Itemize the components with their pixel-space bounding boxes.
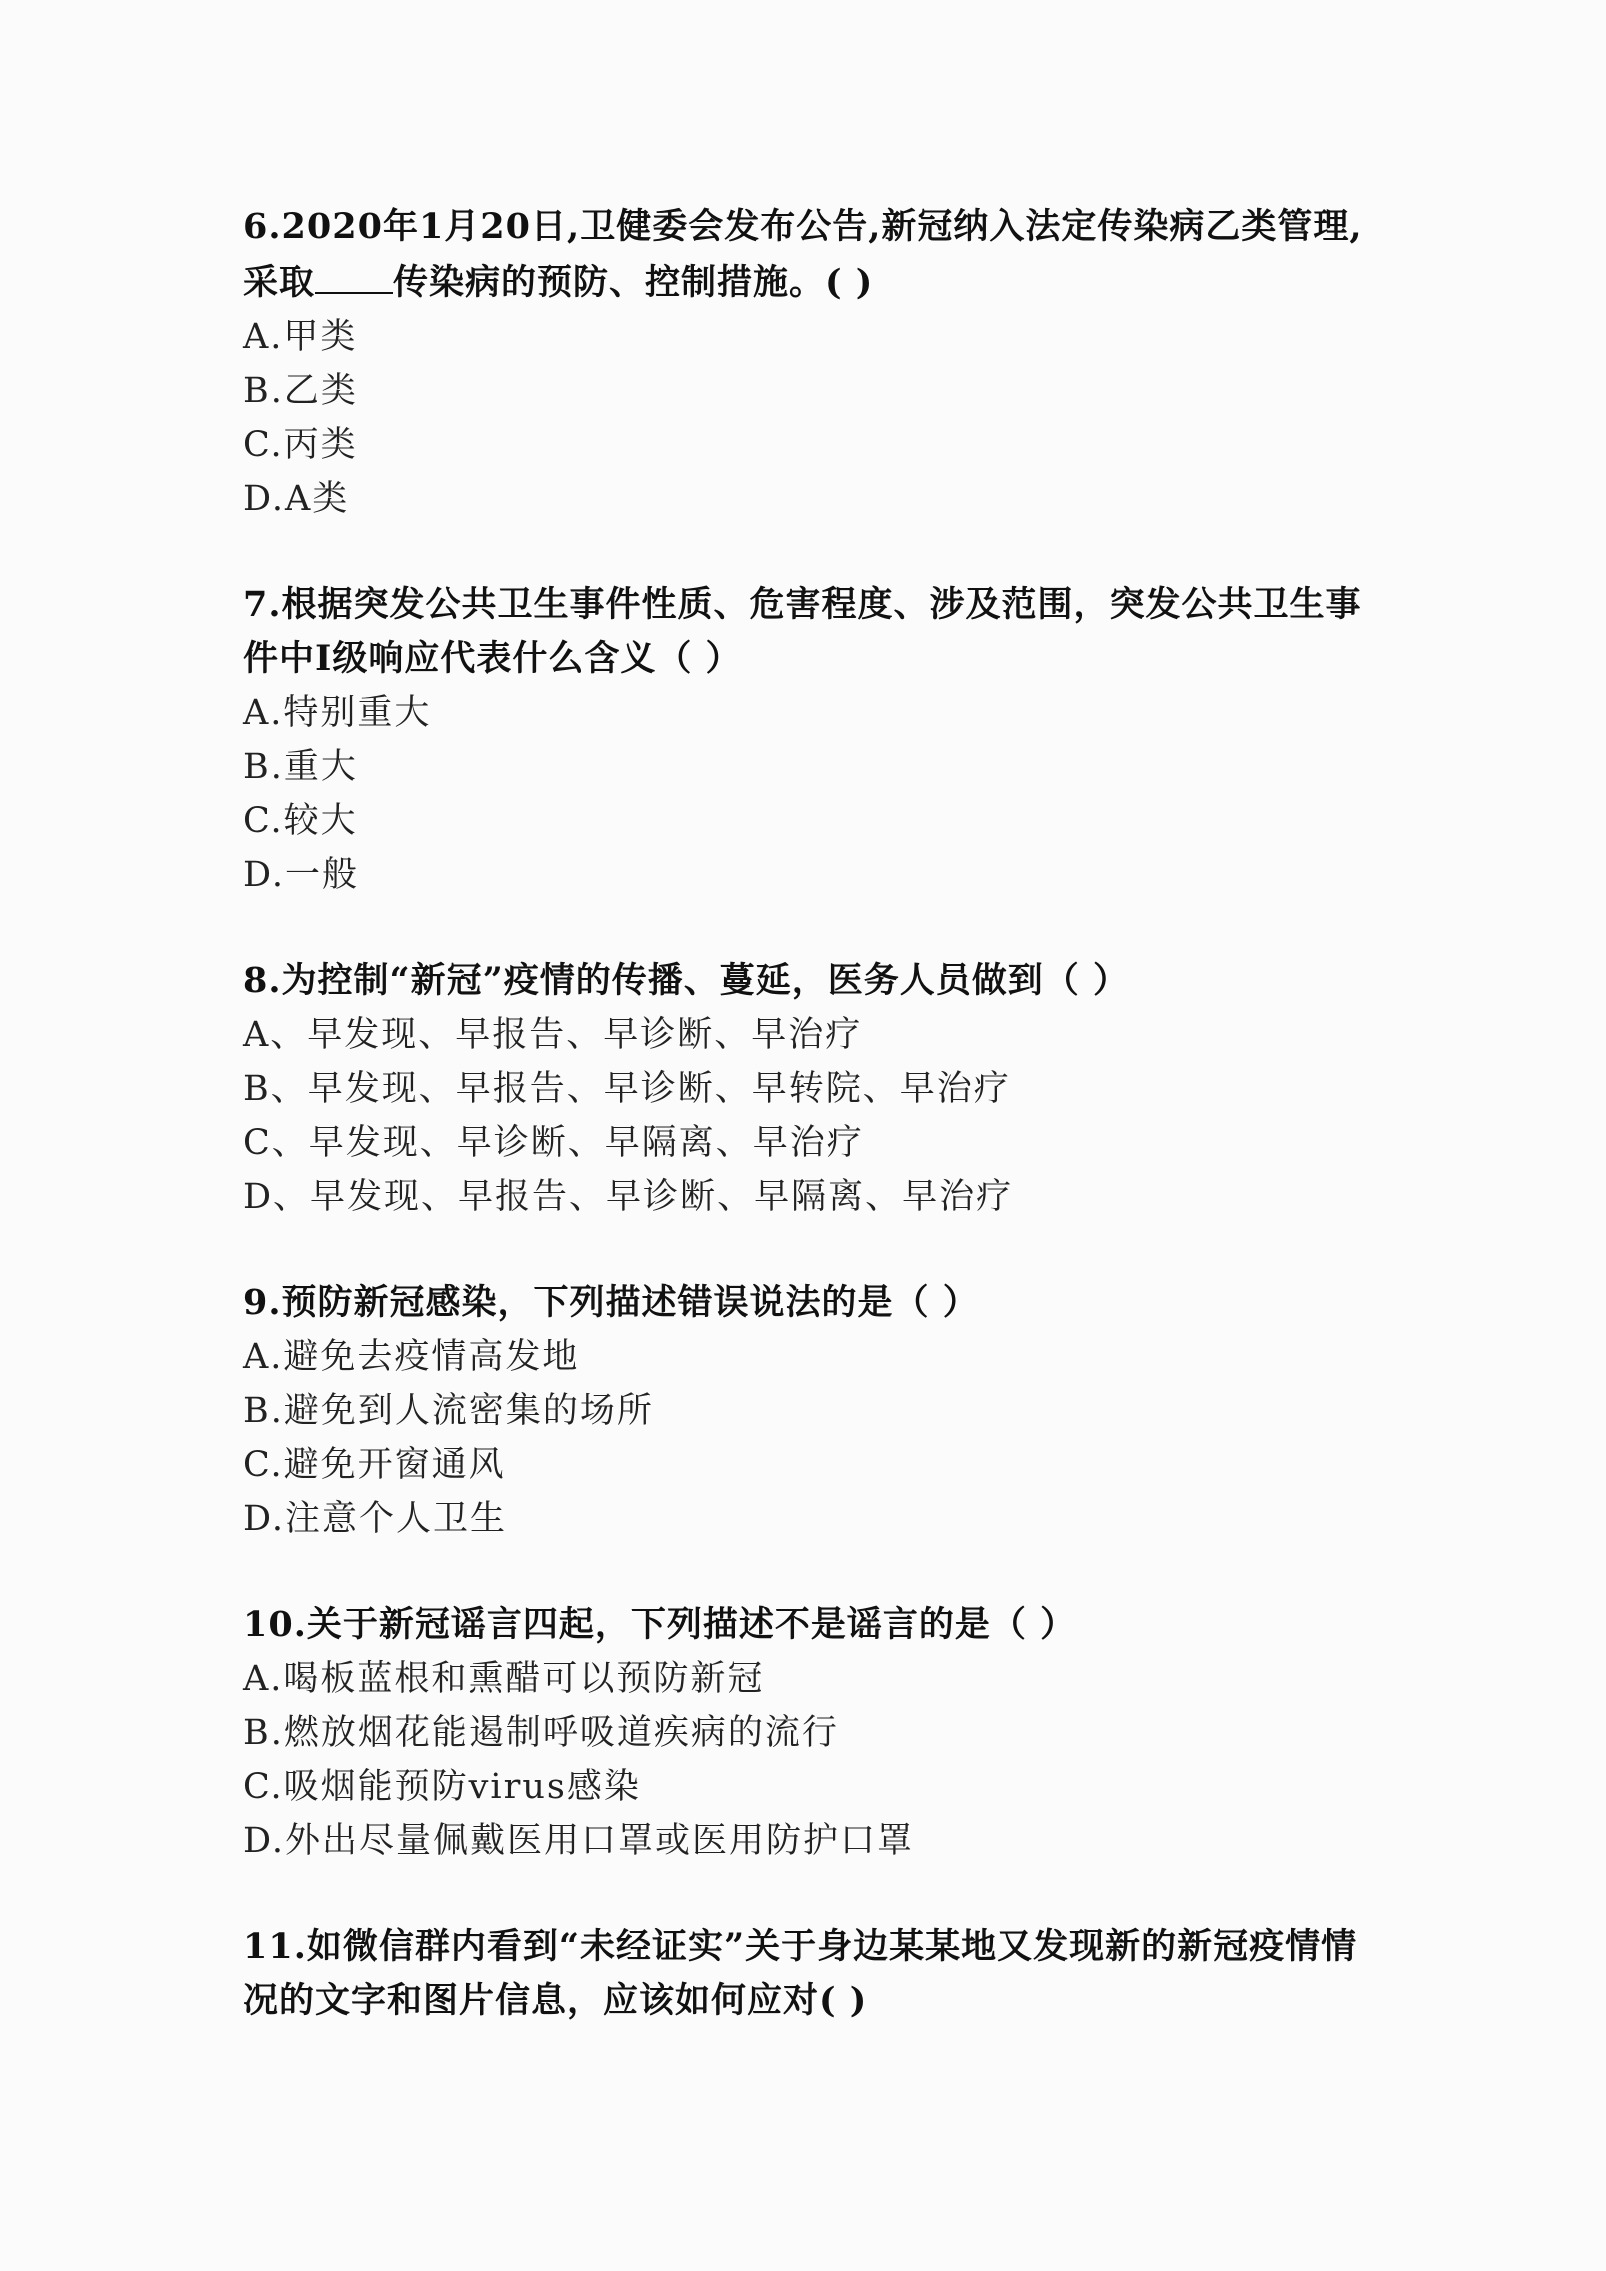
question-title-part: 传染病的预防、控制措施。( ) bbox=[393, 262, 874, 303]
question-6 bbox=[243, 200, 1383, 526]
question-7 bbox=[243, 578, 1383, 902]
option-b: B.重大 bbox=[243, 747, 358, 787]
option-b: B、早发现、早报告、早诊断、早转院、早治疗 bbox=[243, 1069, 1011, 1109]
question-9 bbox=[243, 1276, 1383, 1546]
option-a: A.避免去疫情高发地 bbox=[243, 1337, 580, 1377]
option-d: D.一般 bbox=[243, 855, 359, 895]
question-11 bbox=[243, 1920, 1383, 2028]
option-b: B.避免到人流密集的场所 bbox=[243, 1391, 654, 1431]
question-8 bbox=[243, 954, 1383, 1224]
question-list bbox=[243, 200, 1383, 2080]
option-b: B.乙类 bbox=[243, 371, 358, 411]
option-b: B.燃放烟花能遏制呼吸道疾病的流行 bbox=[243, 1713, 839, 1753]
option-c: C、早发现、早诊断、早隔离、早治疗 bbox=[243, 1123, 864, 1163]
option-a: A.甲类 bbox=[243, 317, 358, 357]
option-d: D.A类 bbox=[243, 479, 350, 519]
option-d: D.外出尽量佩戴医用口罩或医用防护口罩 bbox=[243, 1821, 914, 1861]
option-a: A.喝板蓝根和熏醋可以预防新冠 bbox=[243, 1659, 765, 1699]
option-d: D.注意个人卫生 bbox=[243, 1499, 507, 1539]
option-d: D、早发现、早报告、早诊断、早隔离、早治疗 bbox=[243, 1177, 1014, 1217]
fill-in-blank bbox=[315, 254, 393, 294]
question-title: 9.预防新冠感染，下列描述错误说法的是（ ） bbox=[243, 1282, 979, 1323]
option-c: C.较大 bbox=[243, 801, 358, 841]
option-a: A、早发现、早报告、早诊断、早治疗 bbox=[243, 1015, 863, 1055]
question-title: 8.为控制“新冠”疫情的传播、蔓延，医务人员做到（ ） bbox=[243, 960, 1129, 1001]
option-a: A.特别重大 bbox=[243, 693, 432, 733]
option-c: C.丙类 bbox=[243, 425, 358, 465]
option-c: C.吸烟能预防virus感染 bbox=[243, 1767, 641, 1807]
question-title: 11.如微信群内看到“未经证实”关于身边某某地又发现新的新冠疫情情况的文字和图片信息，应该如何应对( ) bbox=[243, 1926, 1358, 2021]
question-title: 7.根据突发公共卫生事件性质、危害程度、涉及范围，突发公共卫生事件中Ⅰ级响应代表什么含义（ ） bbox=[243, 584, 1362, 679]
question-10 bbox=[243, 1598, 1383, 1868]
question-title-part: 6.2020年1月20日,卫健委会发布公告,新冠纳入法定传染病乙类管理,采取 bbox=[243, 206, 1363, 303]
question-title bbox=[243, 200, 1383, 310]
question-title: 10.关于新冠谣言四起，下列描述不是谣言的是（ ） bbox=[243, 1604, 1077, 1645]
option-c: C.避免开窗通风 bbox=[243, 1445, 506, 1485]
